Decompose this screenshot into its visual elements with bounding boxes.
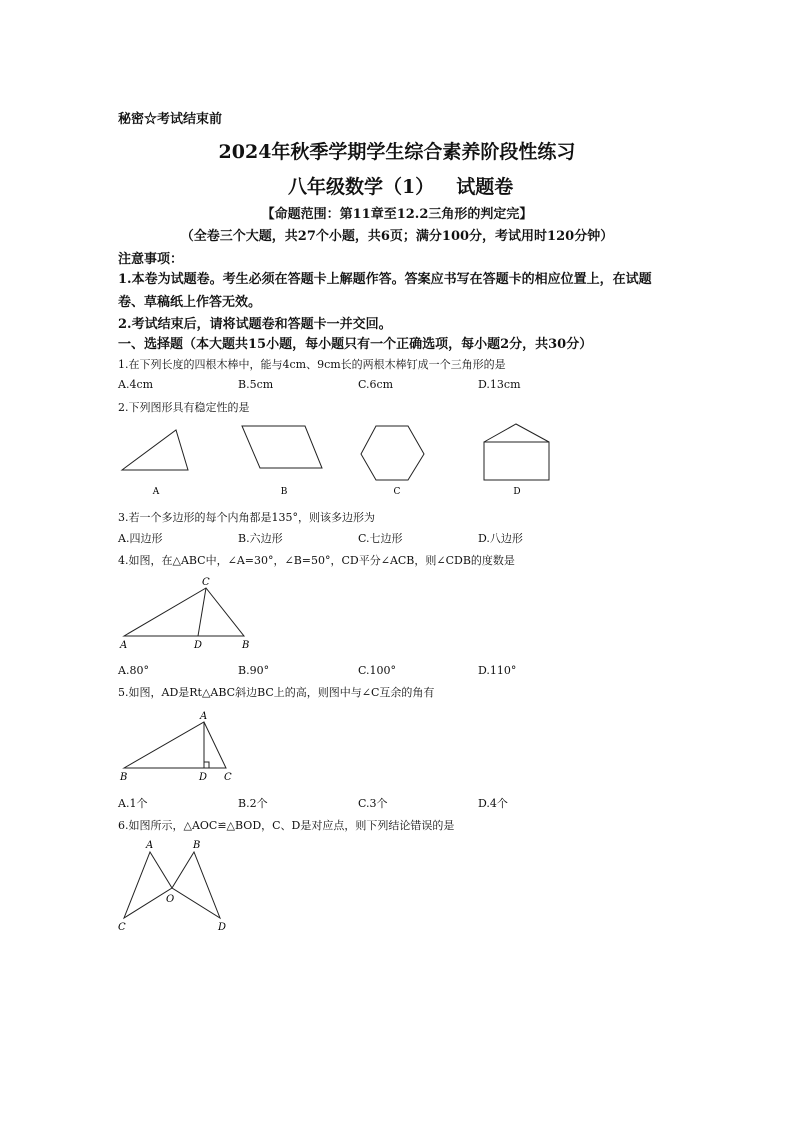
- question-1-stem: 1.在下列长度的四根木棒中，能与4cm、9cm长的两根木棒钉成一个三角形的是: [118, 358, 506, 371]
- q3-option-b: B.六边形: [238, 532, 283, 545]
- q1-option-c: C.6cm: [358, 378, 394, 391]
- q4-point-d: D: [194, 640, 203, 651]
- figure-c-hexagon: [361, 426, 424, 480]
- exam-title: 2024年秋季学期学生综合素养阶段性练习: [218, 141, 576, 163]
- figure-d-house-roof: [484, 424, 549, 442]
- exam-subtitle: [288, 172, 513, 199]
- figure-d-label: D: [513, 487, 521, 497]
- q5-option-b: B.2个: [238, 797, 268, 810]
- figure-a-triangle: [122, 430, 188, 470]
- question-3-stem: 3.若一个多边形的每个内角都是135°，则该多边形为: [118, 511, 375, 524]
- q4-option-a: A.80°: [118, 664, 149, 677]
- q4-point-b: B: [242, 640, 250, 651]
- figure-b-parallelogram: [242, 426, 322, 468]
- question-6-stem: 6.如图所示，△AOC≌△BOD，C、D是对应点，则下列结论错误的是: [118, 819, 455, 832]
- figure-d-house-body: [484, 442, 549, 480]
- q3-option-d: D.八边形: [478, 532, 523, 545]
- figure-a-label: A: [152, 487, 160, 497]
- note-2: 2.考试结束后，请将试题卷和答题卡一并交回。: [118, 317, 392, 332]
- q4-point-a: A: [120, 640, 128, 651]
- q4-point-c: C: [202, 577, 210, 588]
- question-2-stem: 2.下列图形具有稳定性的是: [118, 401, 250, 414]
- question-5-figure: [110, 706, 250, 784]
- q5-option-c: C.3个: [358, 797, 388, 810]
- question-2-figures: [110, 418, 570, 500]
- q5-right-angle-mark: [204, 762, 209, 768]
- q4-triangle-abc: [124, 588, 244, 636]
- note-1-line-1: 1.本卷为试题卷。考生必须在答题卡上解题作答。答案应书写在答题卡的相应位置上，在试题: [118, 272, 652, 287]
- q3-option-c: C.七边形: [358, 532, 403, 545]
- q6-point-a: A: [146, 840, 154, 851]
- exam-info: （全卷三个大题，共27个小题，共6页；满分100分，考试用时120分钟）: [180, 229, 614, 244]
- q5-point-d: D: [199, 772, 208, 783]
- q5-option-a: A.1个: [118, 797, 148, 810]
- figure-c-label: C: [393, 487, 401, 497]
- q1-option-b: B.5cm: [238, 378, 274, 391]
- figure-b-label: B: [280, 487, 288, 497]
- q5-point-c: C: [224, 772, 232, 783]
- note-1-line-2: 卷、草稿纸上作答无效。: [118, 295, 262, 310]
- q1-option-a: A.4cm: [118, 378, 154, 391]
- q4-option-b: B.90°: [238, 664, 270, 677]
- subtitle-paper: 试题卷: [456, 176, 514, 198]
- section-1-title: 一、选择题（本大题共15小题，每小题只有一个正确选项，每小题2分，共30分）: [118, 337, 593, 352]
- question-4-figure: [110, 574, 270, 654]
- question-4-stem: 4.如图，在△ABC中，∠A=30°，∠B=50°，CD平分∠ACB，则∠CDB的度数是: [118, 554, 515, 567]
- q5-triangle-abc: [124, 722, 226, 768]
- q1-option-d: D.13cm: [478, 378, 521, 391]
- subtitle-subject: 八年级数学（1）: [288, 176, 435, 198]
- q4-option-c: C.100°: [358, 664, 397, 677]
- q6-triangle-aoc: [124, 852, 175, 918]
- q6-point-c: C: [118, 922, 126, 933]
- q5-point-a: A: [200, 711, 208, 722]
- exam-scope: 【命题范围：第11章至12.2三角形的判定完】: [261, 207, 533, 222]
- q6-point-b: B: [193, 840, 201, 851]
- q6-point-o: O: [166, 894, 175, 905]
- q6-point-d: D: [218, 922, 227, 933]
- confidential-mark: 秘密☆考试结束前: [118, 112, 223, 127]
- q6-triangle-bod: [172, 852, 220, 918]
- q5-point-b: B: [120, 772, 128, 783]
- question-5-stem: 5.如图，AD是Rt△ABC斜边BC上的高，则图中与∠C互余的角有: [118, 686, 435, 699]
- notes-heading: 注意事项：: [118, 252, 184, 267]
- q4-segment-cd: [198, 588, 206, 636]
- q4-option-d: D.110°: [478, 664, 517, 677]
- q5-option-d: D.4个: [478, 797, 508, 810]
- question-6-figure: [110, 838, 240, 938]
- q3-option-a: A.四边形: [118, 532, 163, 545]
